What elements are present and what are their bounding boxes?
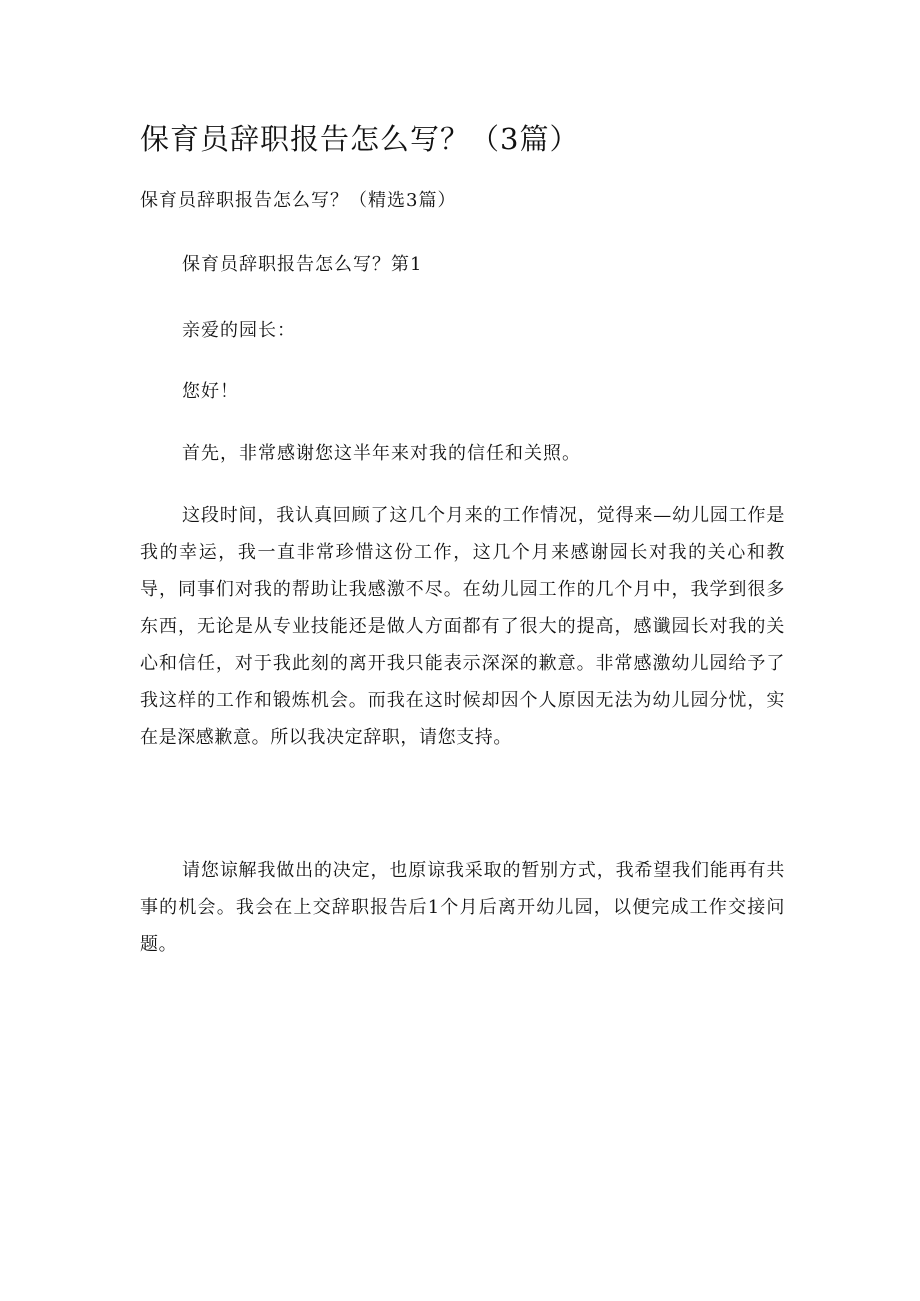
document-subtitle: 保育员辞职报告怎么写？（精选3篇） [140, 190, 457, 211]
paragraph-closing: 请您谅解我做出的决定，也原谅我采取的暂别方式，我希望我们能再有共事的机会。我会在上交辞职报告后1个月后离开幼儿园，以便完成工作交接问题。 [140, 860, 785, 955]
salutation: 亲爱的园长： [182, 320, 296, 341]
paragraph-body: 这段时间，我认真回顾了这几个月来的工作情况，觉得来—幼儿园工作是我的幸运，我一直非常珍惜这份工作，这几个月来感谢园长对我的关心和教导，同事们对我的帮助让我感激不尽。在幼儿园工作的几个月中，我学到很多东西，无论是从专业技能还是做人方面都有了很大的提高，感谶园长对我的关心和信任，对于我此刻的离开我只能表示深深的歉意。非常感激幼儿园给予了我这样的工作和锻炼机会。而我在这时候却因个人原因无法为幼儿园分忧，实在是深感歉意。所以我决定辞职，请您支持。 [140, 505, 785, 748]
section-heading: 保育员辞职报告怎么写？第1 [182, 254, 423, 275]
document-title: 保育员辞职报告怎么写？（3篇） [140, 122, 580, 156]
greeting: 您好！ [182, 381, 239, 402]
paragraph-opening: 首先，非常感谢您这半年来对我的信任和关照。 [182, 443, 581, 464]
